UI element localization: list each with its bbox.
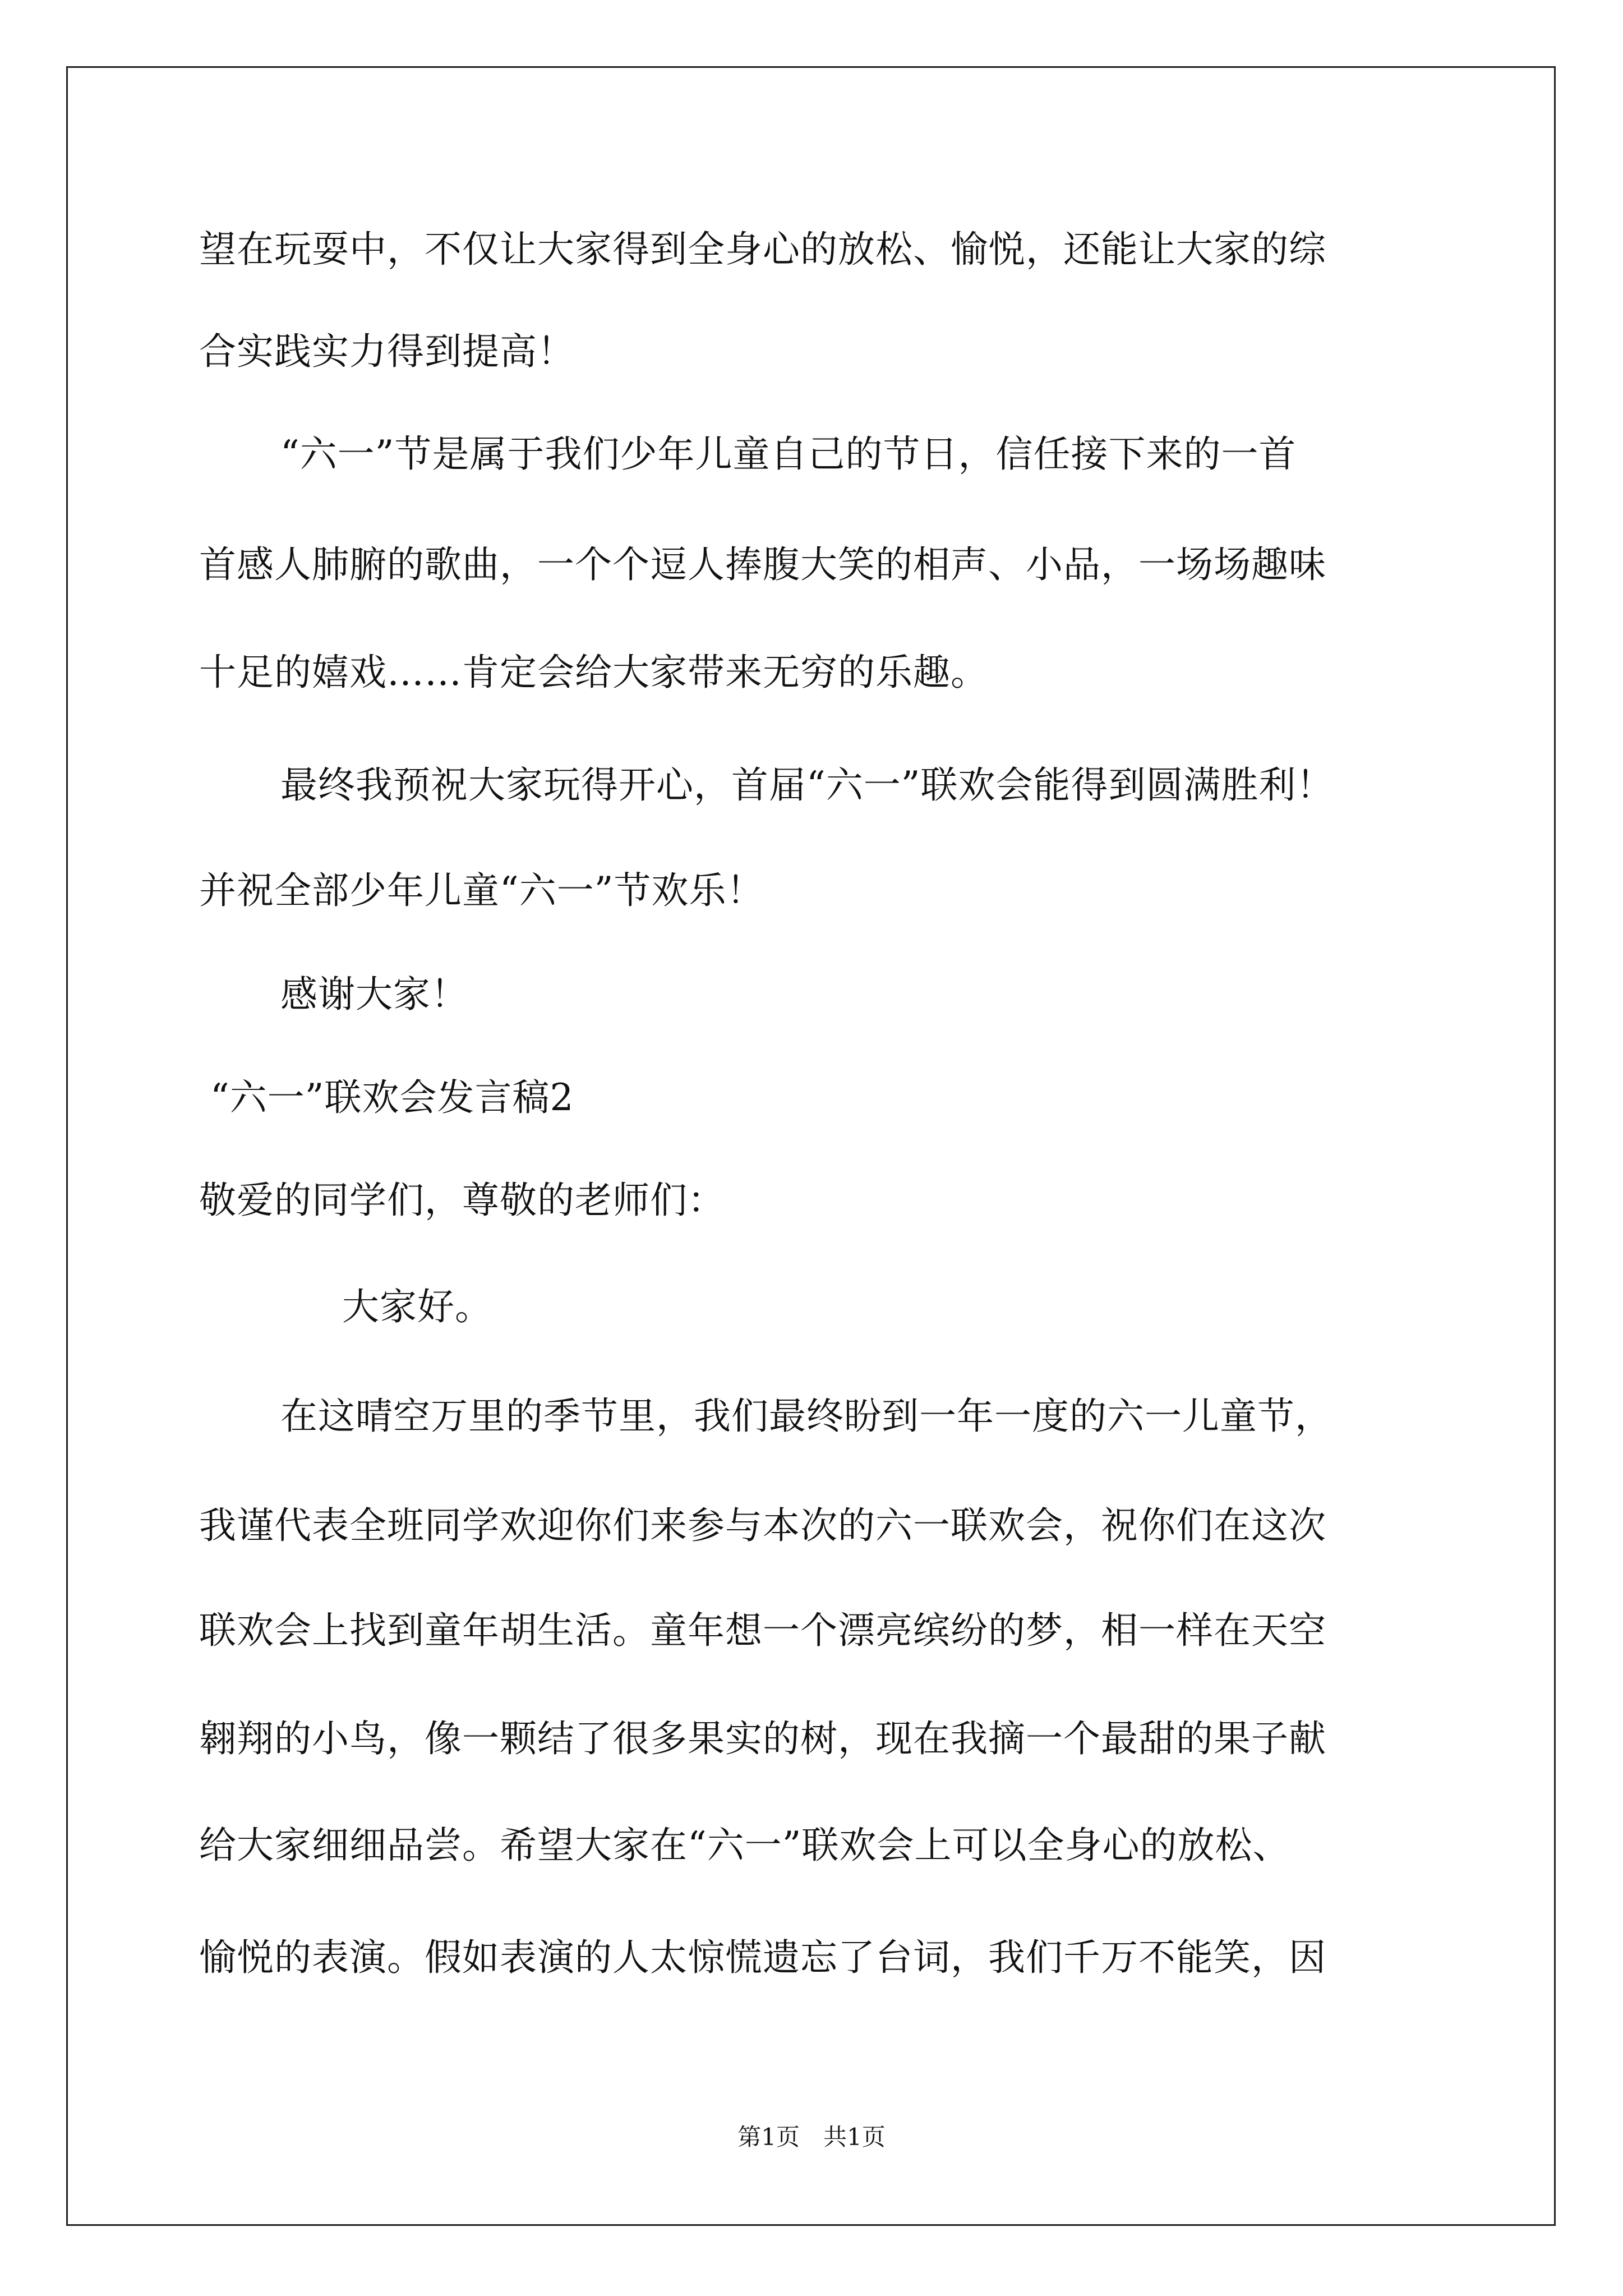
- text-line: 联欢会上找到童年胡生活。童年想一个漂亮缤纷的梦，相一样在天空: [199, 1609, 1326, 1652]
- section-heading: “六一”联欢会发言稿2: [210, 1076, 574, 1119]
- text-line: 望在玩耍中，不仅让大家得到全身心的放松、愉悦，还能让大家的综: [199, 228, 1326, 271]
- text-line: “六一”节是属于我们少年儿童自己的节日，信任接下来的一首: [280, 432, 1297, 476]
- text-line: 我谨代表全班同学欢迎你们来参与本次的六一联欢会，祝你们在这次: [199, 1504, 1326, 1547]
- text-line: 最终我预祝大家玩得开心，首届“六一”联欢会能得到圆满胜利！: [280, 763, 1334, 807]
- greeting: 大家好。: [342, 1285, 492, 1328]
- text-line: 给大家细细品尝。希望大家在“六一”联欢会上可以全身心的放松、: [199, 1824, 1290, 1867]
- text-line: 十足的嬉戏……肯定会给大家带来无穷的乐趣。: [199, 651, 988, 694]
- text-line: 并祝全部少年儿童“六一”节欢乐！: [199, 869, 764, 912]
- text-line: 合实践实力得到提高！: [199, 330, 575, 373]
- text-line: 愉悦的表演。假如表演的人太惊慌遗忘了台词，我们千万不能笑，因: [199, 1936, 1326, 1979]
- text-line: 首感人肺腑的歌曲，一个个逗人捧腹大笑的相声、小品，一场场趣味: [199, 543, 1326, 586]
- page-border: [66, 66, 1556, 2226]
- salutation: 敬爱的同学们，尊敬的老师们：: [199, 1179, 725, 1222]
- text-line: 感谢大家！: [280, 973, 468, 1016]
- text-line: 在这晴空万里的季节里，我们最终盼到一年一度的六一儿童节，: [280, 1395, 1332, 1438]
- text-line: 翱翔的小鸟，像一颗结了很多果实的树，现在我摘一个最甜的果子献: [199, 1717, 1326, 1760]
- page-footer: 第1页 共1页: [737, 2123, 886, 2151]
